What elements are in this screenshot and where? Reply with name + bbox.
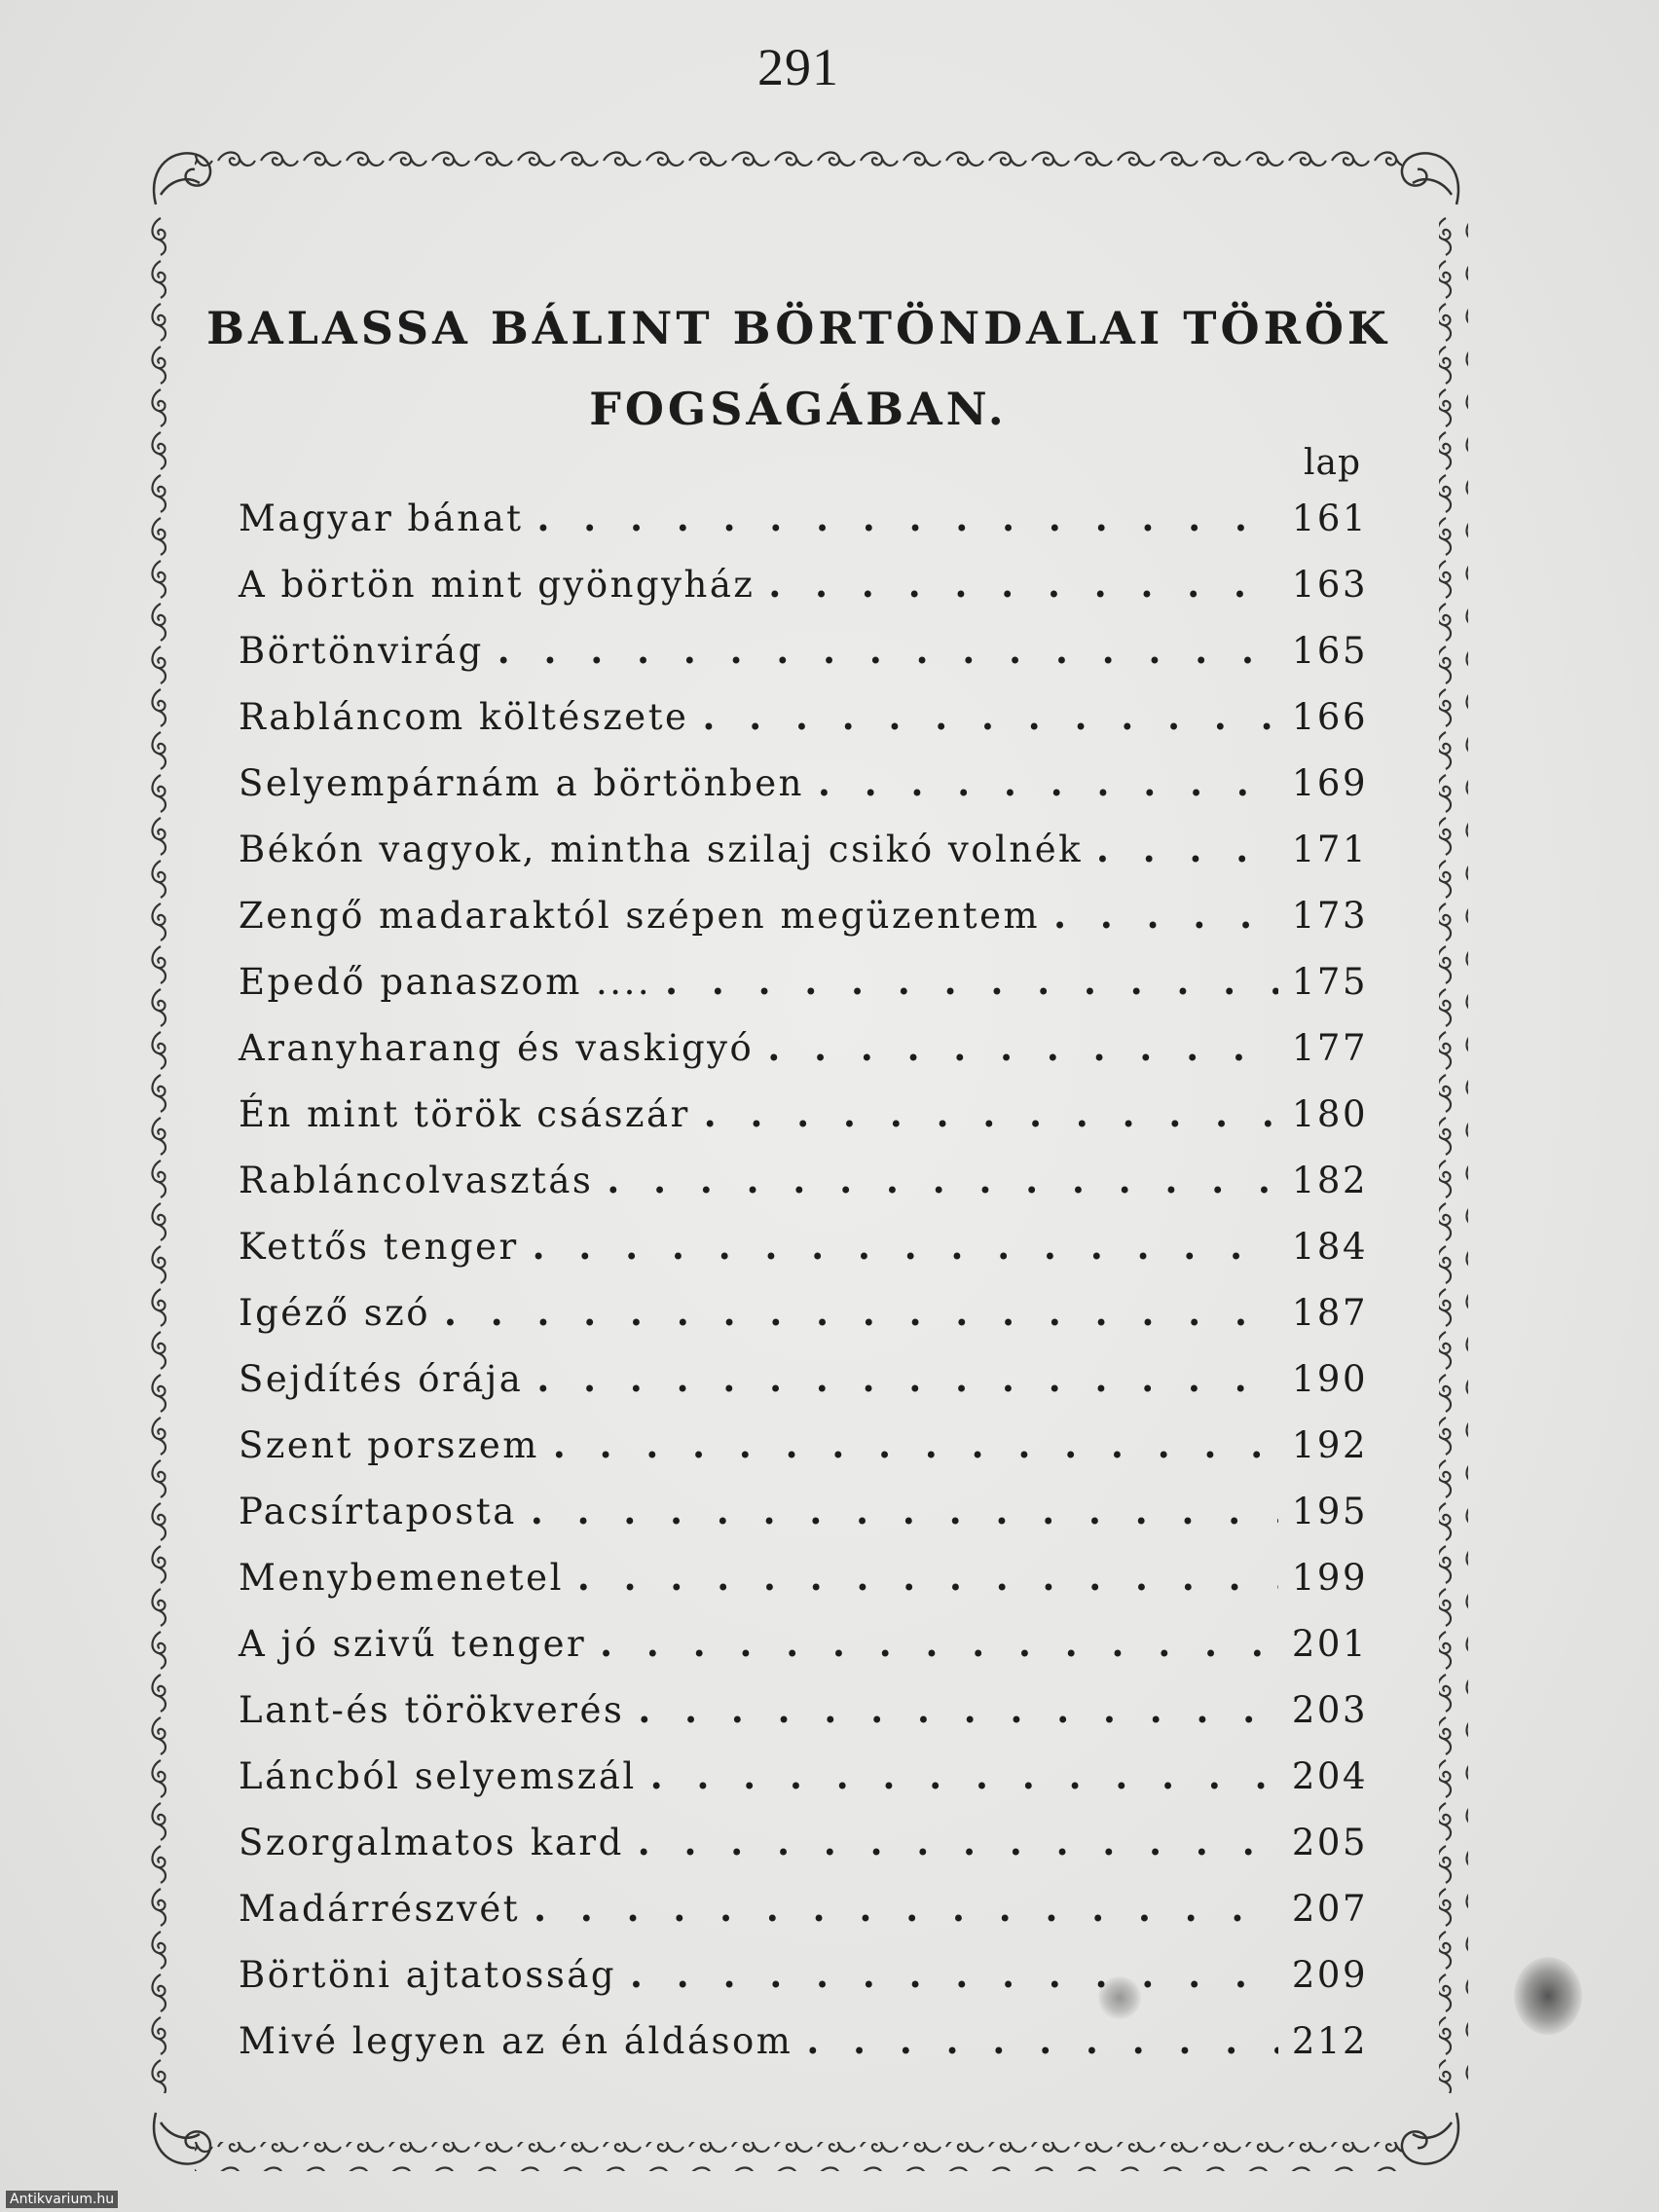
toc-entry-title: Mivé legyen az én áldásom	[239, 2020, 793, 2062]
toc-entry-title: Pacsírtaposta	[239, 1491, 517, 1532]
dot-leader	[755, 563, 1278, 606]
dot-leader	[484, 629, 1278, 672]
toc-entry-page: 161	[1291, 498, 1368, 539]
toc-entry	[239, 1556, 1368, 1622]
dot-leader	[524, 497, 1278, 539]
toc-entry-page: 180	[1291, 1093, 1368, 1135]
toc-entry-page: 165	[1291, 630, 1368, 672]
toc-entry-page: 204	[1291, 1755, 1368, 1797]
toc-entry	[239, 1953, 1368, 2019]
dot-leader	[754, 1026, 1278, 1069]
dot-leader	[523, 1357, 1278, 1400]
toc-entry-title: Láncból selyemszál	[239, 1755, 637, 1797]
ink-stain	[1514, 1957, 1582, 2035]
toc-entry-title: Zengő madaraktól szépen megüzentem	[239, 895, 1041, 937]
toc-entry-title: Madárrészvét	[239, 1888, 521, 1930]
dot-leader	[593, 1159, 1278, 1201]
toc-entry-page: 175	[1291, 961, 1368, 1003]
toc-entry-title: Selyempárnám a börtönben	[239, 762, 804, 804]
dot-leader	[804, 761, 1278, 804]
toc-entry-title: Lant-és törökverés	[239, 1689, 625, 1731]
dot-leader	[793, 2019, 1278, 2062]
toc-entry-title: Sejdítés órája	[239, 1358, 524, 1400]
toc-entry	[239, 2019, 1368, 2085]
toc-entry	[239, 695, 1368, 761]
dot-leader	[430, 1291, 1278, 1334]
dot-leader	[519, 1225, 1278, 1268]
toc-entry-page: 187	[1291, 1292, 1368, 1334]
toc-entry-page: 169	[1291, 762, 1368, 804]
toc-entry-page: 184	[1291, 1226, 1368, 1268]
toc-entry-page: 192	[1291, 1424, 1368, 1466]
toc-entry-page: 195	[1291, 1491, 1368, 1532]
toc-entry-title: Én mint török császár	[239, 1093, 690, 1135]
toc-entry	[239, 894, 1368, 960]
dot-leader	[586, 1622, 1278, 1665]
toc-entry-title: Epedő panaszom ....	[239, 961, 652, 1003]
toc-entry-page: 207	[1291, 1888, 1368, 1930]
toc-entry-title: Aranyharang és vaskigyó	[239, 1027, 755, 1069]
title-line-2: FOGSÁGÁBAN.	[589, 383, 1008, 435]
toc-entry	[239, 1887, 1368, 1953]
toc-entry-page: 171	[1291, 829, 1368, 870]
watermark: Antikvarium.hu	[6, 2191, 118, 2208]
toc-entry	[239, 1291, 1368, 1357]
toc-entry-title: Magyar bánat	[239, 498, 524, 539]
page-column-label: lap	[1303, 443, 1361, 483]
dot-leader	[1040, 894, 1278, 937]
toc-entry-page: 199	[1291, 1557, 1368, 1599]
toc-entry-title: Rabláncom költészete	[239, 696, 689, 738]
toc-entry-page: 177	[1291, 1027, 1368, 1069]
toc-entry	[239, 1026, 1368, 1092]
dot-leader	[624, 1688, 1278, 1731]
toc-entry-title: A jó szivű tenger	[239, 1623, 587, 1665]
dot-leader	[624, 1821, 1278, 1863]
dot-leader	[517, 1490, 1278, 1532]
ink-stain-small	[1098, 1976, 1141, 2019]
toc-entry-page: 205	[1291, 1822, 1368, 1863]
toc-entry	[239, 1225, 1368, 1291]
toc-entry	[239, 1159, 1368, 1225]
toc-entry-page: 203	[1291, 1689, 1368, 1731]
toc-entry-page: 173	[1291, 895, 1368, 937]
toc-entry	[239, 960, 1368, 1026]
toc-entry-title: Börtöni ajtatosság	[239, 1954, 617, 1996]
toc-entry-title: Szent porszem	[239, 1424, 539, 1466]
toc-entry-page: 182	[1291, 1160, 1368, 1201]
dot-leader	[637, 1754, 1278, 1797]
toc-entry	[239, 761, 1368, 828]
toc-entry-page: 212	[1291, 2020, 1368, 2062]
dot-leader	[539, 1423, 1278, 1466]
dot-leader	[690, 1092, 1278, 1135]
toc-entry	[239, 1092, 1368, 1159]
dot-leader	[564, 1556, 1278, 1599]
toc-entry-title: Menybemenetel	[239, 1557, 564, 1599]
dot-leader	[1083, 828, 1278, 870]
title-line-1: BALASSA BÁLINT BÖRTÖNDALAI TÖRÖK	[206, 302, 1390, 354]
toc-entry	[239, 629, 1368, 695]
dot-leader	[520, 1887, 1278, 1930]
toc-entry-page: 201	[1291, 1623, 1368, 1665]
toc-entry	[239, 1821, 1368, 1887]
toc-entry-page: 163	[1291, 564, 1368, 606]
toc-entry	[239, 563, 1368, 629]
page-number: 291	[757, 38, 839, 96]
toc-entry-title: Rabláncolvasztás	[239, 1160, 594, 1201]
toc-entry	[239, 1754, 1368, 1821]
table-of-contents	[239, 497, 1368, 2085]
toc-entry-title: Börtönvirág	[239, 630, 484, 672]
dot-leader	[616, 1953, 1278, 1996]
toc-entry-page: 209	[1291, 1954, 1368, 1996]
toc-entry	[239, 1688, 1368, 1754]
toc-entry-title: Szorgalmatos kard	[239, 1822, 624, 1863]
toc-entry	[239, 1357, 1368, 1423]
toc-entry-title: Igéző szó	[239, 1292, 430, 1334]
toc-entry	[239, 1423, 1368, 1490]
toc-entry	[239, 1490, 1368, 1556]
toc-entry-title: A börtön mint gyöngyház	[239, 564, 756, 606]
toc-entry-page: 190	[1291, 1358, 1368, 1400]
toc-entry	[239, 1622, 1368, 1688]
toc-entry-page: 166	[1291, 696, 1368, 738]
toc-entry	[239, 497, 1368, 563]
dot-leader	[651, 960, 1278, 1003]
dot-leader	[688, 695, 1278, 738]
toc-entry	[239, 828, 1368, 894]
toc-entry-title: Békón vagyok, mintha szilaj csikó volnék	[239, 829, 1084, 870]
toc-entry-title: Kettős tenger	[239, 1226, 519, 1268]
